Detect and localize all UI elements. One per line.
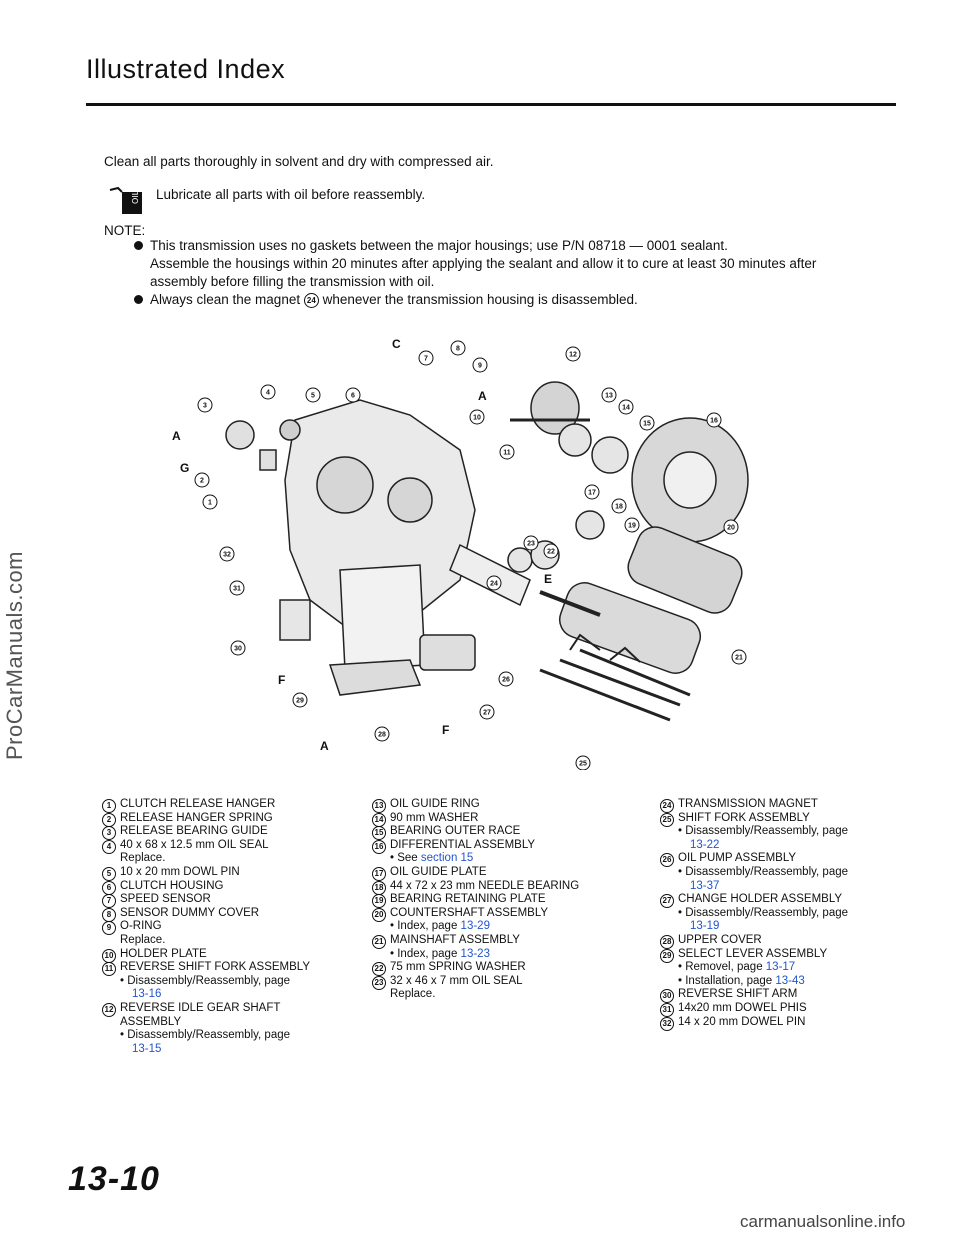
part-name: COUNTERSHAFT ASSEMBLY: [390, 906, 549, 919]
reference-text: [660, 975, 900, 989]
part-name: SHIFT FORK ASSEMBLY: [678, 811, 810, 824]
callout-number: 28: [660, 935, 674, 949]
diagram-callout-21: 21: [735, 654, 743, 662]
part-name: REVERSE SHIFT ARM: [678, 988, 798, 1001]
index-item-19: [372, 893, 632, 907]
diagram-callout-13: 13: [605, 392, 613, 400]
index-item-11: [102, 961, 342, 975]
diagram-callout-26: 26: [502, 676, 510, 684]
index-item-9: [102, 920, 342, 934]
diagram-callout-29: 29: [296, 697, 304, 705]
diagram-callout-19: 19: [628, 522, 636, 530]
callout-number: 4: [102, 840, 116, 854]
callout-24: 24: [304, 293, 319, 308]
diagram-callout-24: 24: [490, 580, 498, 588]
page-reference-link[interactable]: 13-29: [460, 920, 490, 933]
part-name: RELEASE BEARING GUIDE: [120, 825, 268, 838]
part-name: SENSOR DUMMY COVER: [120, 906, 260, 919]
index-item-13: [372, 798, 632, 812]
diagram-callout-12: 12: [569, 351, 577, 359]
callout-number: 30: [660, 989, 674, 1003]
index-item-10: [102, 948, 342, 962]
callout-number: 31: [660, 1003, 674, 1017]
diagram-label-c: C: [392, 337, 401, 351]
part-name: OIL PUMP ASSEMBLY: [678, 852, 797, 865]
part-name: BEARING OUTER RACE: [390, 825, 521, 838]
holder-plate-shape: [340, 565, 425, 670]
part-note: Replace.: [120, 933, 166, 946]
callout-number: 22: [372, 962, 386, 976]
page-reference-link[interactable]: 13-23: [460, 947, 490, 960]
reference-prefix: Index, page: [397, 920, 461, 933]
part-name: 32 x 46 x 7 mm OIL SEAL: [390, 974, 523, 987]
callout-number: 17: [372, 867, 386, 881]
callout-number: 24: [660, 799, 674, 813]
diagram-callout-23: 23: [527, 540, 535, 548]
diagram-callout-3: 3: [203, 402, 207, 410]
index-column-3: [660, 798, 900, 1029]
lubricate-text: Lubricate all parts with oil before reassembly.: [156, 187, 426, 202]
intro-text: Clean all parts thoroughly in solvent and dry with compressed air.: [104, 154, 494, 169]
index-item-26: [660, 852, 900, 866]
index-item-17: [372, 866, 632, 880]
callout-number: 21: [372, 935, 386, 949]
transmission-exploded-diagram: [160, 330, 780, 770]
part-note: Replace.: [120, 852, 166, 865]
diagram-callout-22: 22: [547, 548, 555, 556]
index-item-5: [102, 866, 342, 880]
diagram-label-a3: A: [320, 739, 329, 753]
index-item-22: [372, 961, 632, 975]
part-name: BEARING RETAINING PLATE: [390, 893, 546, 906]
part-name: O-RING: [120, 920, 162, 933]
reference-text: [372, 948, 632, 962]
callout-number: 27: [660, 894, 674, 908]
footer-watermark: carmanualsonline.info: [740, 1212, 906, 1231]
index-item-28: [660, 934, 900, 948]
callout-number: 7: [102, 894, 116, 908]
page-reference-link: 13-16: [132, 988, 162, 1001]
index-item-4: [102, 839, 342, 853]
page-title: Illustrated Index: [86, 54, 286, 84]
diagram-callout-25: 25: [579, 760, 587, 768]
note1-line3: assembly before filling the transmission with oil.: [150, 274, 435, 289]
oil-can-icon: [108, 184, 144, 216]
diagram-callout-16: 16: [710, 417, 718, 425]
diagram-callout-31: 31: [233, 585, 241, 593]
diagram-callout-6: 6: [351, 392, 355, 400]
note-bullet-1: [134, 241, 143, 250]
index-item-16: [372, 839, 632, 853]
index-item-20: [372, 907, 632, 921]
part-name: UPPER COVER: [678, 933, 762, 946]
part-name: 44 x 72 x 23 mm NEEDLE BEARING: [390, 879, 580, 892]
part-name: REVERSE SHIFT FORK ASSEMBLY: [120, 961, 311, 974]
reference-prefix: Index, page: [397, 947, 461, 960]
part-note: Replace.: [390, 988, 436, 1001]
callout-number: 25: [660, 813, 674, 827]
callout-number: 16: [372, 840, 386, 854]
callout-number: 18: [372, 881, 386, 895]
index-item-29: [660, 948, 900, 962]
reference-prefix: Installation, page: [685, 974, 776, 987]
index-item-27: [660, 893, 900, 907]
diagram-callout-28: 28: [378, 731, 386, 739]
callout-number: 8: [102, 908, 116, 922]
diagram-callout-32: 32: [223, 551, 231, 559]
index-item-6: [102, 880, 342, 894]
part-name: RELEASE HANGER SPRING: [120, 811, 273, 824]
upper-cover-shape: [330, 660, 420, 695]
page-reference-link[interactable]: 13-43: [775, 974, 805, 987]
part-name: MAINSHAFT ASSEMBLY: [390, 933, 520, 946]
note-label: NOTE:: [104, 223, 146, 238]
reference-text: • Disassembly/Reassembly, page: [660, 866, 900, 880]
callout-number: 15: [372, 826, 386, 840]
diagram-label-e: E: [544, 572, 553, 586]
diagram-callout-7: 7: [424, 355, 428, 363]
diagram-callout-5: 5: [311, 392, 315, 400]
page-reference-link[interactable]: section 15: [420, 852, 474, 865]
index-item-12: [102, 1002, 342, 1016]
diagram-label-g: G: [180, 461, 190, 475]
note-bullet-2: [134, 295, 143, 304]
callout-number: 11: [102, 962, 116, 976]
reference-text: [372, 920, 632, 934]
page-number: 13-10: [68, 1160, 160, 1198]
page-reference-link: 13-19: [690, 920, 720, 933]
watermark: ProCarManuals.com: [2, 550, 27, 760]
callout-number: 23: [372, 976, 386, 990]
part-name: HOLDER PLATE: [120, 947, 207, 960]
index-item-24: [660, 798, 900, 812]
index-item-15: [372, 825, 632, 839]
callout-number: 14: [372, 813, 386, 827]
diagram-callout-4: 4: [266, 389, 270, 397]
index-item-1: [102, 798, 342, 812]
diagram-callout-18: 18: [615, 503, 623, 511]
part-name: 10 x 20 mm DOWL PIN: [120, 865, 240, 878]
page-reference-link: 13-15: [132, 1042, 162, 1055]
diagram-label-f2: F: [442, 723, 450, 737]
note1-line1: This transmission uses no gaskets between the major housings; use P/N 08718 — 0001 sealant.: [150, 238, 728, 253]
callout-number: 29: [660, 949, 674, 963]
diagram-callout-27: 27: [483, 709, 491, 717]
index-item-25: [660, 812, 900, 826]
diagram-callout-14: 14: [622, 404, 630, 412]
part-name: 75 mm SPRING WASHER: [390, 961, 526, 974]
index-item-18: [372, 880, 632, 894]
callout-number: 10: [102, 949, 116, 963]
reference-prefix: Removel, page: [685, 961, 766, 974]
callout-number: 12: [102, 1003, 116, 1017]
callout-number: 32: [660, 1017, 674, 1031]
index-item-32: [660, 1016, 900, 1030]
callout-number: 9: [102, 921, 116, 935]
page-reference-link[interactable]: 13-17: [765, 961, 796, 974]
callout-number: 5: [102, 867, 116, 881]
part-name: REVERSE IDLE GEAR SHAFT: [120, 1001, 281, 1014]
diagram-label-a1: A: [172, 429, 181, 443]
reference-text: • Disassembly/Reassembly, page: [660, 825, 900, 839]
index-item-30: [660, 988, 900, 1002]
title-rule: [86, 103, 896, 106]
diagram-label-f1: F: [278, 673, 286, 687]
callout-number: 19: [372, 894, 386, 908]
diagram-callout-11: 11: [503, 449, 511, 457]
oil-pump-shape: [420, 635, 475, 670]
callout-number: 2: [102, 813, 116, 827]
note1-line2: Assemble the housings within 20 minutes after applying the sealant and allow it to cure at least 30 minutes after: [150, 256, 817, 271]
part-name: SELECT LEVER ASSEMBLY: [678, 947, 828, 960]
diagram-callout-1: 1: [208, 499, 212, 507]
part-name: SPEED SENSOR: [120, 893, 211, 906]
index-item-31: [660, 1002, 900, 1016]
part-name: 90 mm WASHER: [390, 811, 479, 824]
part-name: CLUTCH HOUSING: [120, 879, 224, 892]
part-name: CHANGE HOLDER ASSEMBLY: [678, 893, 843, 906]
part-name: CLUTCH RELEASE HANGER: [120, 798, 276, 810]
diagram-label-a2: A: [478, 389, 487, 403]
page-reference-link: 13-22: [690, 838, 720, 851]
callout-number: 3: [102, 826, 116, 840]
index-column-1: [102, 798, 342, 1056]
callout-number: 13: [372, 799, 386, 813]
reference-text: [372, 852, 632, 866]
reference-text: • Disassembly/Reassembly, page: [102, 1029, 342, 1043]
diagram-callout-10: 10: [473, 414, 481, 422]
reference-text: • Disassembly/Reassembly, page: [102, 975, 342, 989]
diagram-callout-8: 8: [456, 345, 460, 353]
diagram-callout-20: 20: [727, 524, 735, 532]
diagram-callout-9: 9: [478, 362, 482, 370]
diagram-callout-17: 17: [588, 489, 596, 497]
part-name: 40 x 68 x 12.5 mm OIL SEAL: [120, 838, 269, 851]
index-item-7: [102, 893, 342, 907]
page-reference-link: 13-37: [690, 879, 720, 892]
callout-number: 1: [102, 799, 116, 813]
diagram-callout-2: 2: [200, 477, 204, 485]
part-name: DIFFERENTIAL ASSEMBLY: [390, 838, 536, 851]
diagram-callout-15: 15: [643, 420, 651, 428]
index-item-21: [372, 934, 632, 948]
diagram-callout-30: 30: [234, 645, 242, 653]
part-name-cont: ASSEMBLY: [120, 1015, 182, 1028]
part-name: 14x20 mm DOWEL PHIS: [678, 1001, 807, 1014]
index-column-2: [372, 798, 632, 1002]
callout-number: 6: [102, 881, 116, 895]
index-item-14: [372, 812, 632, 826]
note2-text: Always clean the magnet 24 whenever the transmission housing is disassembled.: [150, 292, 638, 307]
index-item-23: [372, 975, 632, 989]
part-name: TRANSMISSION MAGNET: [678, 798, 818, 810]
reference-prefix: See: [397, 852, 421, 865]
callout-number: 20: [372, 908, 386, 922]
index-item-8: [102, 907, 342, 921]
svg-text:OIL: OIL: [131, 190, 140, 204]
part-name: OIL GUIDE PLATE: [390, 865, 487, 878]
index-item-3: [102, 825, 342, 839]
reference-text: [660, 961, 900, 975]
reference-text: • Disassembly/Reassembly, page: [660, 907, 900, 921]
part-name: 14 x 20 mm DOWEL PIN: [678, 1015, 806, 1028]
callout-number: 26: [660, 853, 674, 867]
index-item-2: [102, 812, 342, 826]
part-name: OIL GUIDE RING: [390, 798, 480, 810]
